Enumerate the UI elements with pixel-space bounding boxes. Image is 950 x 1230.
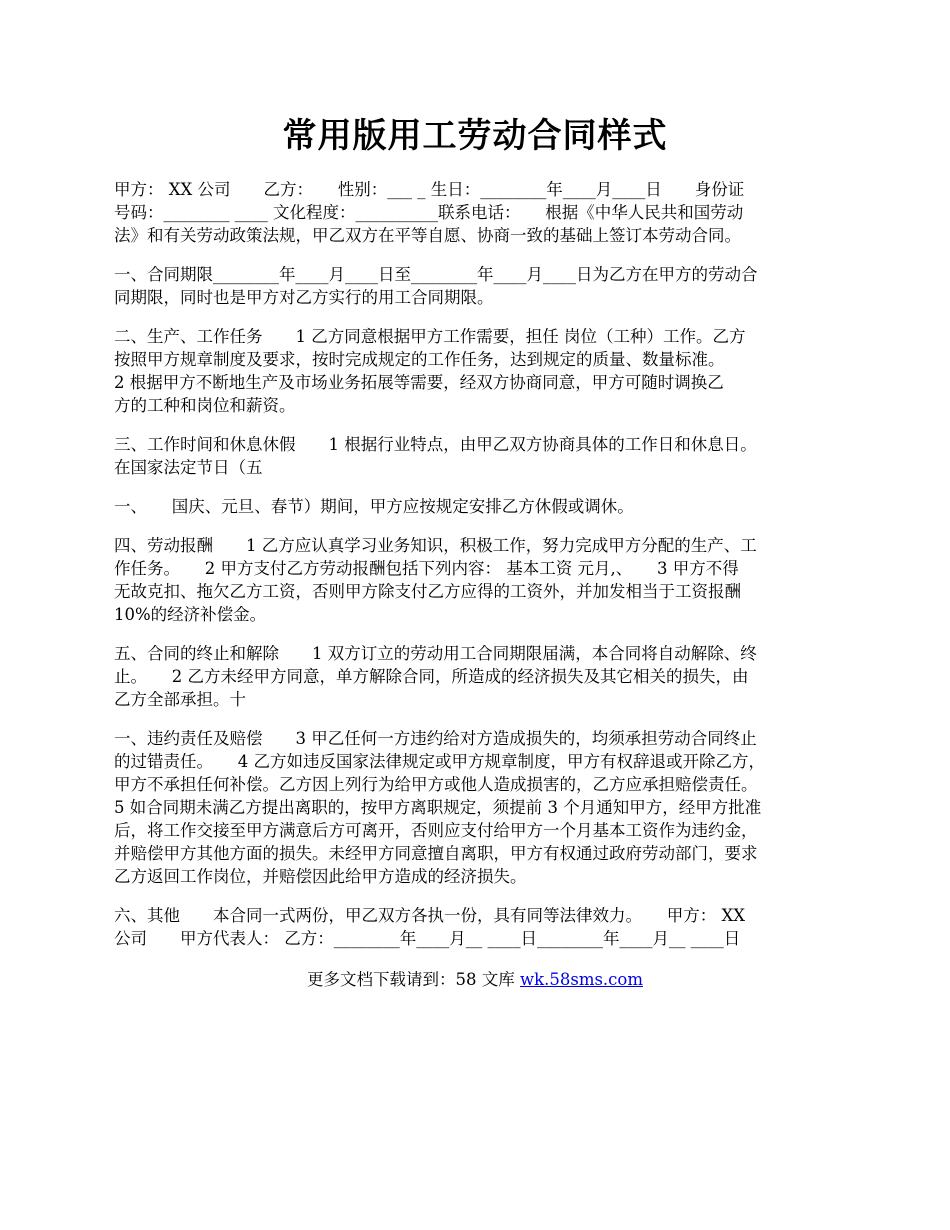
paragraph-line: 甲方： XX 公司 乙方： 性别：___ _ 生日：________年____月____日 身份证 <box>114 180 745 199</box>
paragraph-line: 号码：________ ____ 文化程度：__________联系电话： 根据《中华人民共和国劳动 <box>114 203 744 222</box>
contract-paragraph <box>114 325 844 417</box>
contract-paragraph <box>114 534 844 626</box>
paragraph-line: 无故克扣、拖欠乙方工资，否则甲方除支付乙方应得的工资外，并加发相当于工资报酬 <box>114 582 741 601</box>
contract-paragraph <box>114 495 844 518</box>
paragraph-line: 一、 国庆、元旦、春节）期间，甲方应按规定安排乙方休假或调休。 <box>114 497 634 516</box>
paragraph-line: 在国家法定节日（五 <box>114 458 263 477</box>
contract-paragraph <box>114 904 844 950</box>
document-title: 常用版用工劳动合同样式 <box>282 116 668 156</box>
paragraph-line: 10%的经济补偿金。 <box>114 605 267 624</box>
paragraph-line: 六、其他 本合同一式两份，甲乙双方各执一份，具有同等法律效力。 甲方： XX <box>114 906 745 925</box>
paragraph-line: 一、合同期限________年____月____日至________年____月____日为乙方在甲方的劳动合 <box>114 265 758 284</box>
paragraph-line: 一、违约责任及赔偿 3 甲乙任何一方违约给对方造成损失的，均须承担劳动合同终止 <box>114 729 757 748</box>
paragraph-line: 的过错责任。 4 乙方如违反国家法律规定或甲方规章制度，甲方有权辞退或开除乙方， <box>114 752 765 771</box>
paragraph-line: 方的工种和岗位和薪资。 <box>114 396 296 415</box>
contract-paragraph <box>114 433 844 479</box>
paragraph-line: 乙方全部承担。十 <box>114 690 246 709</box>
paragraph-line: 三、工作时间和休息休假 1 根据行业特点，由甲乙双方协商具体的工作日和休息日。 <box>114 435 757 454</box>
footer <box>0 968 950 992</box>
paragraph-line: 法》和有关劳动政策法规，甲乙双方在平等自愿、协商一致的基础上签订本劳动合同。 <box>114 226 741 245</box>
contract-paragraph <box>114 178 844 247</box>
paragraph-line: 甲方不承担任何补偿。乙方因上列行为给甲方或他人造成损害的，乙方应承担赔偿责任。 <box>114 775 758 794</box>
paragraph-line: 公司 甲方代表人： 乙方：________年____月__ ____日________年____月__ ____日 <box>114 929 741 948</box>
contract-paragraph <box>114 642 844 711</box>
paragraph-line: 同期限，同时也是甲方对乙方实行的用工合同期限。 <box>114 288 494 307</box>
paragraph-line: 并赔偿甲方其他方面的损失。未经甲方同意擅自离职，甲方有权通过政府劳动部门，要求 <box>114 844 758 863</box>
contract-paragraph <box>114 727 844 888</box>
footer-text: 更多文档下载请到：58 文库 <box>306 970 520 989</box>
paragraph-line: 五、合同的终止和解除 1 双方订立的劳动用工合同期限届满，本合同将自动解除、终 <box>114 644 757 663</box>
paragraph-line: 止。 2 乙方未经甲方同意，单方解除合同，所造成的经济损失及其它相关的损失，由 <box>114 667 749 686</box>
paragraph-line: 四、劳动报酬 1 乙方应认真学习业务知识，积极工作，努力完成甲方分配的生产、工 <box>114 536 757 555</box>
paragraph-line: 二、生产、工作任务 1 乙方同意根据甲方工作需要，担任 岗位（工种）工作。乙方 <box>114 327 746 346</box>
paragraph-line: 按照甲方规章制度及要求，按时完成规定的工作任务，达到规定的质量、数量标准。 <box>114 350 725 369</box>
paragraph-line: 后，将工作交接至甲方满意后方可离开，否则应支付给甲方一个月基本工资作为违约金， <box>114 821 758 840</box>
paragraph-line: 作任务。 2 甲方支付乙方劳动报酬包括下列内容： 基本工资 元月,、 3 甲方不得 <box>114 559 739 578</box>
contract-paragraph <box>114 263 844 309</box>
paragraph-line: 5 如合同期未满乙方提出离职的，按甲方离职规定，须提前 3 个月通知甲方，经甲方批准 <box>114 798 762 817</box>
document-body <box>114 178 844 966</box>
paragraph-line: 乙方返回工作岗位，并赔偿因此给甲方造成的经济损失。 <box>114 867 527 886</box>
footer-link[interactable]: wk.58sms.com <box>519 970 643 989</box>
paragraph-line: 2 根据甲方不断地生产及市场业务拓展等需要，经双方协商同意，甲方可随时调换乙 <box>114 373 724 392</box>
